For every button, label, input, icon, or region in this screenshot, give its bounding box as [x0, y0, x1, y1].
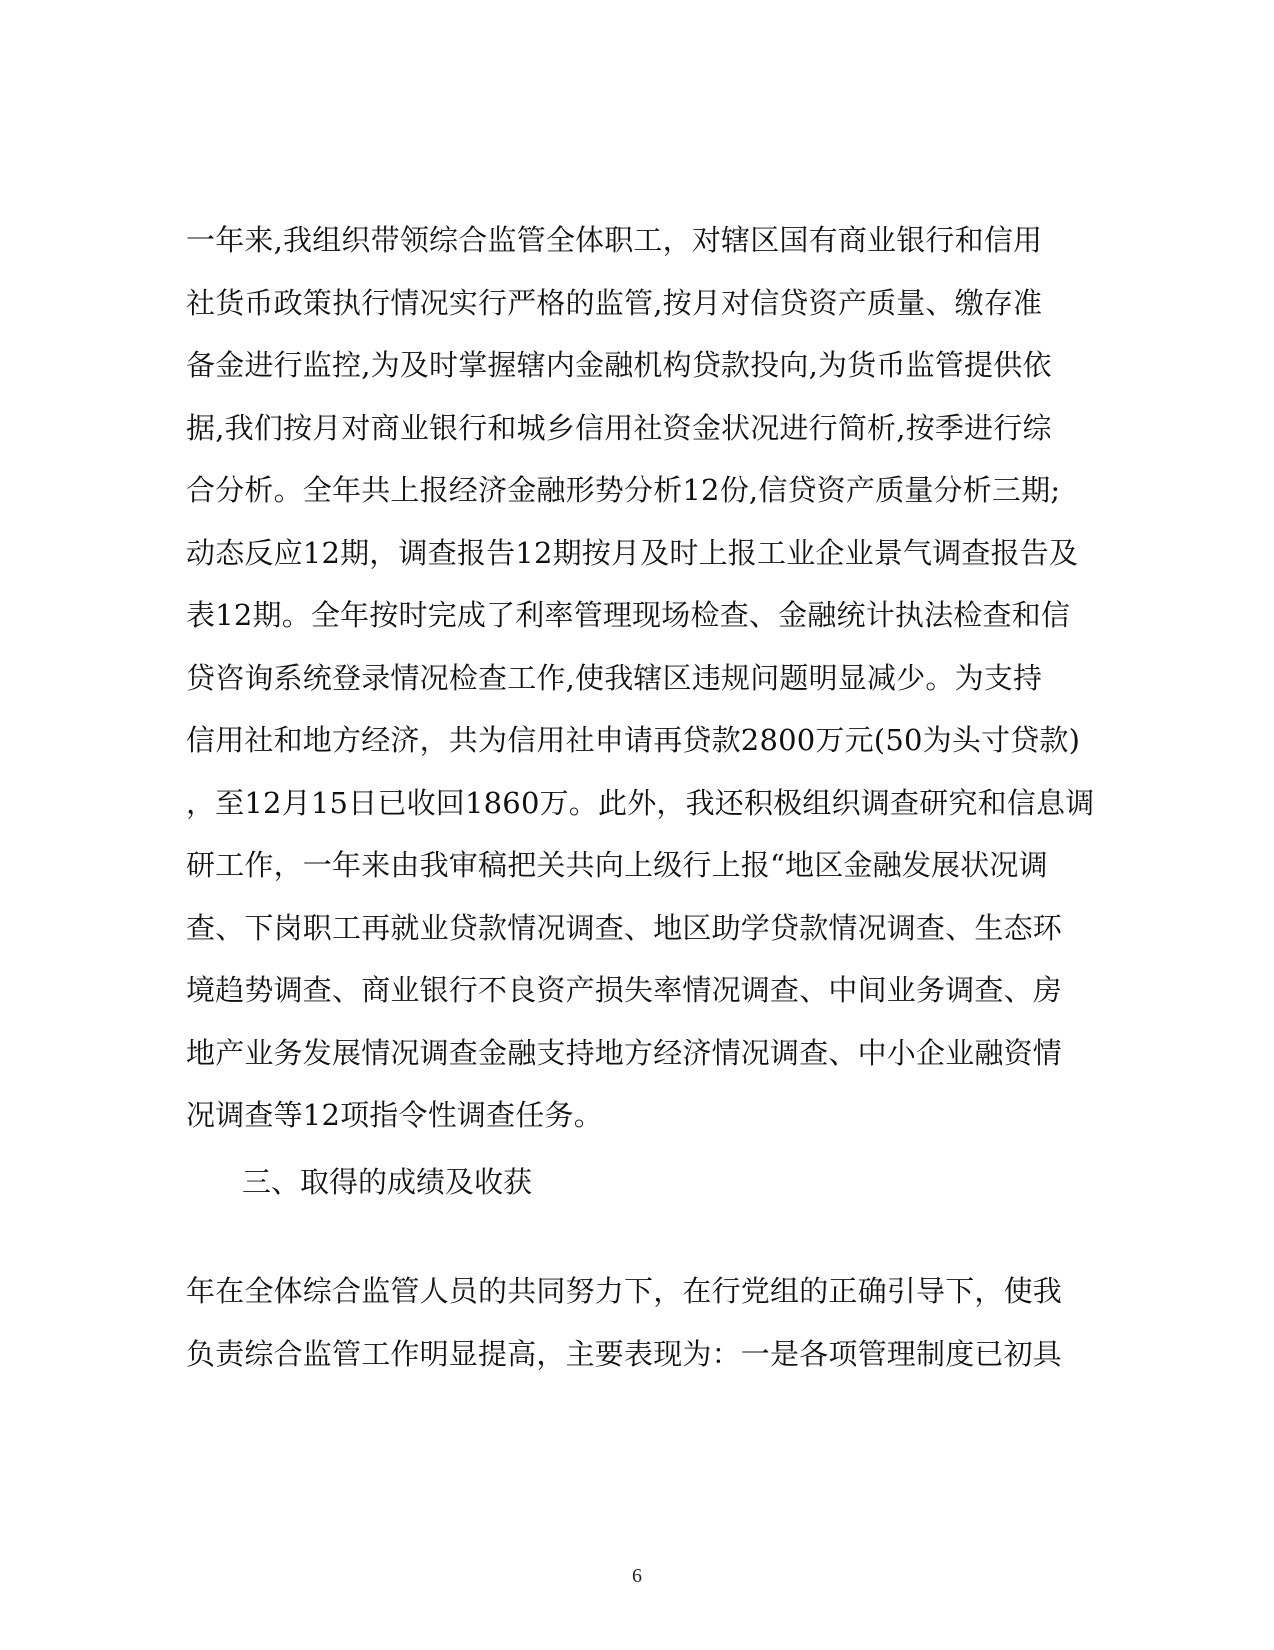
paragraph-line: 查、下岗职工再就业贷款情况调查、地区助学贷款情况调查、生态环	[186, 910, 1063, 945]
paragraph-1	[186, 209, 1095, 1147]
page-number: 6	[632, 1565, 642, 1587]
paragraph-line: 负责综合监管工作明显提高，主要表现为：一是各项管理制度已初具	[186, 1336, 1063, 1371]
paragraph-line: 年在全体综合监管人员的共同努力下，在行党组的正确引导下，使我	[186, 1274, 1063, 1308]
paragraph-line: 据,我们按月对商业银行和城乡信用社资金状况进行简析,按季进行综	[186, 410, 1052, 445]
paragraph-line: ，至12月15日已收回1860万。此外，我还积极组织调查研究和信息调	[186, 785, 1095, 820]
paragraph-line: 贷咨询系统登录情况检查工作,使我辖区违规问题明显减少。为支持	[186, 660, 1043, 695]
paragraph-2	[186, 1260, 1063, 1385]
paragraph-line: 社货币政策执行情况实行严格的监管,按月对信贷资产质量、缴存准	[186, 285, 1043, 320]
paragraph-line: 研工作，一年来由我审稿把关共向上级行上报“地区金融发展状况调	[186, 848, 1048, 882]
paragraph-line: 动态反应12期，调查报告12期按月及时上报工业企业景气调查报告及	[186, 535, 1079, 570]
paragraph-line: 信用社和地方经济，共为信用社申请再贷款2800万元(50为头寸贷款)	[186, 723, 1081, 757]
paragraph-line: 表12期。全年按时完成了利率管理现场检查、金融统计执法检查和信	[186, 598, 1071, 632]
paragraph-line: 备金进行监控,为及时掌握辖内金融机构贷款投向,为货币监管提供依	[186, 348, 1052, 382]
paragraph-line: 况调查等12项指令性调查任务。	[186, 1098, 603, 1132]
paragraph-line: 一年来,我组织带领综合监管全体职工，对辖区国有商业银行和信用	[186, 223, 1043, 257]
section-heading: 三、取得的成绩及收获	[242, 1165, 533, 1199]
paragraph-line: 境趋势调查、商业银行不良资产损失率情况调查、中间业务调查、房	[186, 973, 1063, 1007]
paragraph-line: 合分析。全年共上报经济金融形势分析12份,信贷资产质量分析三期;	[186, 473, 1061, 507]
paragraph-line: 地产业务发展情况调查金融支持地方经济情况调查、中小企业融资情	[186, 1035, 1063, 1070]
